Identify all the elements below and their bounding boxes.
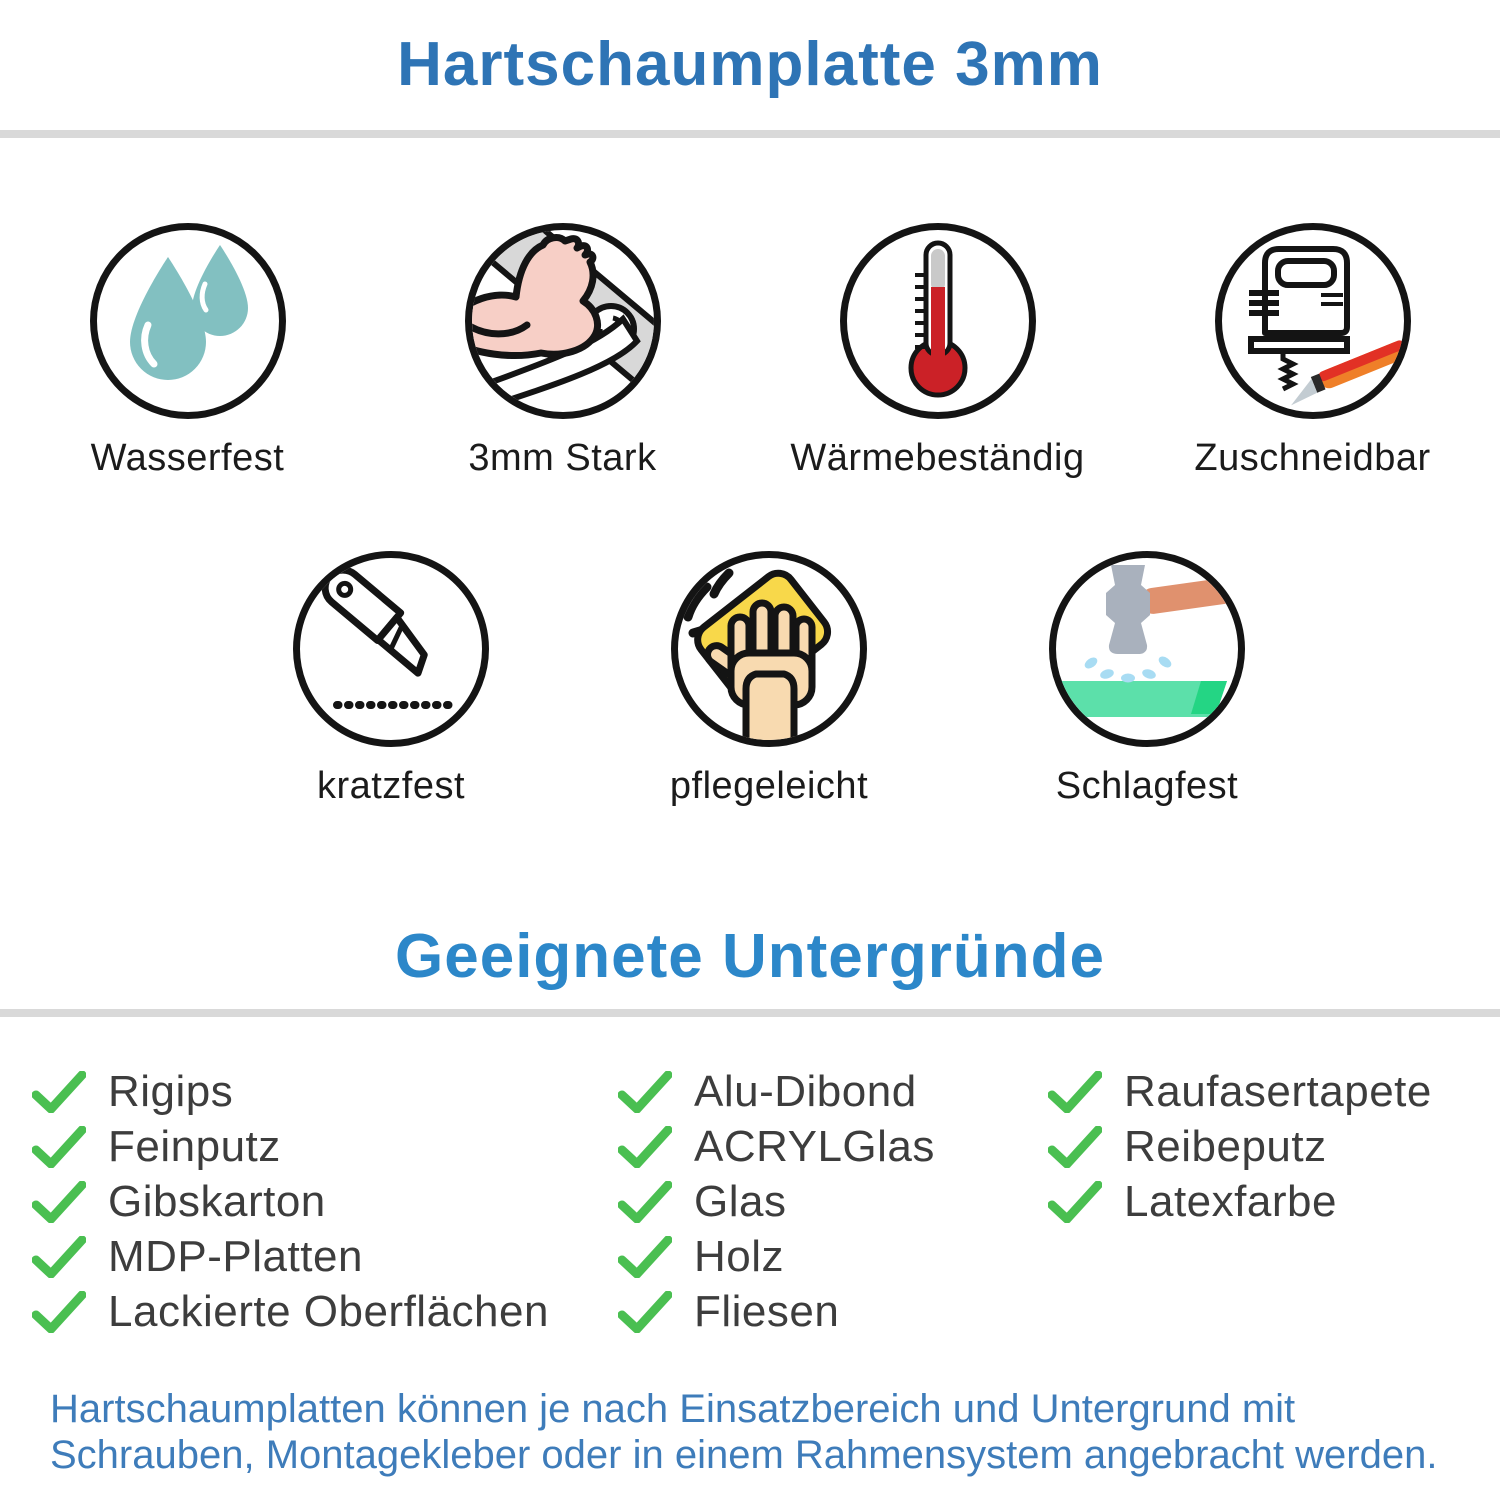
substrate-label: Latexfarbe [1124,1176,1337,1226]
feature-pflegeleicht [580,551,958,807]
substrate-column-2 [618,1064,935,1339]
substrate-label: Alu-Dibond [694,1066,917,1116]
feature-3mm-stark [375,223,750,479]
feature-label: 3mm Stark [468,437,657,479]
check-icon [32,1181,86,1223]
list-item [32,1229,549,1284]
substrate-label: Gibskarton [108,1176,326,1226]
list-item [618,1119,935,1174]
substrate-column-1 [32,1064,549,1339]
list-item [618,1064,935,1119]
feature-schlagfest [958,551,1336,807]
feature-label: Wärmebeständig [790,437,1085,479]
feature-zuschneidbar [1125,223,1500,479]
substrate-label: Reibeputz [1124,1121,1327,1171]
feature-label: pflegeleicht [669,765,869,807]
feature-kratzfest [202,551,580,807]
jigsaw-icon [1215,223,1411,419]
list-item [618,1174,935,1229]
substrate-label: ACRYLGlas [694,1121,935,1171]
utility-knife-icon [293,551,489,747]
substrate-label: Glas [694,1176,787,1226]
divider-middle [0,1009,1500,1017]
substrate-label: Rigips [108,1066,234,1116]
feature-label: Zuschneidbar [1194,437,1431,479]
list-item [32,1174,549,1229]
check-icon [618,1291,672,1333]
water-drops-icon [90,223,286,419]
check-icon [32,1236,86,1278]
list-item [618,1284,935,1339]
list-item [1048,1119,1432,1174]
footer-note [50,1386,1470,1478]
check-icon [32,1126,86,1168]
page-title: Hartschaumplatte 3mm [397,30,1103,99]
check-icon [1048,1071,1102,1113]
substrate-label: Lackierte Oberflächen [108,1286,549,1336]
check-icon [618,1126,672,1168]
footer-line-2: Schrauben, Montagekleber oder in einem Rahmensystem angebracht werden. [50,1433,1438,1477]
feature-wasserfest [0,223,375,479]
check-icon [1048,1126,1102,1168]
feature-label: kratzfest [316,765,466,807]
substrate-label: Holz [694,1231,785,1281]
muscle-arm-icon [465,223,661,419]
check-icon [618,1236,672,1278]
cleaning-hand-icon [671,551,867,747]
footer-line-1: Hartschaumplatten können je nach Einsatzbereich und Untergrund mit [50,1387,1296,1431]
list-item [618,1229,935,1284]
hammer-icon [1049,551,1245,747]
list-item [32,1064,549,1119]
thermometer-icon [840,223,1036,419]
substrate-column-3 [1048,1064,1432,1229]
substrate-label: Fliesen [694,1286,840,1336]
check-icon [32,1071,86,1113]
feature-waermebestaendig [750,223,1125,479]
feature-row-1 [0,223,1500,479]
check-icon [618,1181,672,1223]
list-item [1048,1064,1432,1119]
feature-row-2 [202,551,1336,807]
feature-label: Schlagfest [1055,765,1239,807]
divider-top [0,130,1500,138]
substrate-label: Raufasertapete [1124,1066,1432,1116]
check-icon [32,1291,86,1333]
list-item [32,1284,549,1339]
feature-label: Wasserfest [90,437,285,479]
substrate-label: Feinputz [108,1121,281,1171]
list-item [32,1119,549,1174]
substrate-label: MDP-Platten [108,1231,363,1281]
section-title-untergruende: Geeignete Untergründe [395,922,1105,991]
list-item [1048,1174,1432,1229]
check-icon [1048,1181,1102,1223]
check-icon [618,1071,672,1113]
